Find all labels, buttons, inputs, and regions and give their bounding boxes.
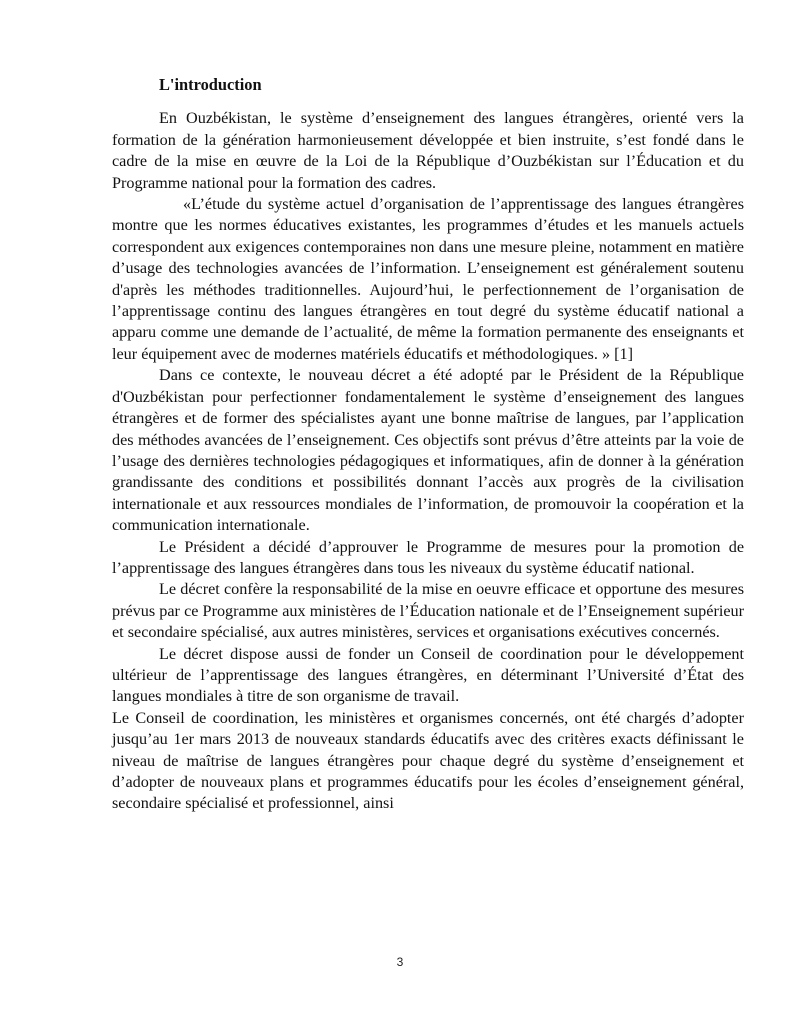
paragraph-3: Dans ce contexte, le nouveau décret a été adopté par le Président de la République d'Ouzbékistan pour perfectionner fondamentalement le système d’enseignement des langues étrangères et de former des spécialistes ayant une bonne maîtrise de langues, par l’application des méthodes avancées de l’enseignement. Ces objectifs sont prévus d’être atteints par la voie de l’usage des dernières technologies pédagogiques et informatiques, afin de donner à la génération grandissante des conditions et possibilités donnant l’accès aux progrès de la civilisation internationale et aux ressources mondiales de l’information, de promouvoir la coopération et la communication internationale. [112,366,744,535]
paragraph-quote: «L’étude du système actuel d’organisation de l’apprentissage des langues étrangères montre que les normes éducatives existantes, les programmes d’études et les manuels actuels correspondent aux exigences contemporaines non dans une mesure pleine, notamment en matière d’usage des technologies avancées de l’information. L’enseignement est généralement soutenu d'après les méthodes traditionnelles. Aujourd’hui, le perfectionnement de l’organisation de l’apprentissage continu des langues étrangères en tout degré du système éducatif national a apparu comme une demande de l’actualité, de même la formation permanente des enseignants et leur équipement avec de modernes matériels éducatifs et méthodologiques. » [1] [112,195,744,363]
paragraph-7: Le Conseil de coordination, les ministères et organismes concernés, ont été chargés d’adopter jusqu’au 1er mars 2013 de nouveaux standards éducatifs avec des critères exacts définissant le niveau de maîtrise de langues étrangères pour chaque degré du système d’enseignement et d’adopter de nouveaux plans et programmes éducatifs pour les écoles d’enseignement général, secondaire spécialisé et professionnel, ainsi [112,708,744,813]
paragraph-5: Le décret confère la responsabilité de la mise en oeuvre efficace et opportune des mesures prévus par ce Programme aux ministères de l’Éducation nationale et de l’Enseignement supérieur et secondaire spécialisé, aux autres ministères, services et organisations exécutives concernés. [112,580,744,642]
paragraph-6: Le décret dispose aussi de fonder un Conseil de coordination pour le développement ultérieur de l’apprentissage des langues étrangères, en déterminant l’Université d’État des langues mondiales à titre de son organisme de travail. [112,644,744,706]
paragraph-1: En Ouzbékistan, le système d’enseignement des langues étrangères, orienté vers la formation de la génération harmonieusement développée et bien instruite, s’est fondé dans le cadre de la mise en œuvre de la Loi de la République d’Ouzbékistan sur l’Éducation et du Programme national pour la formation des cadres. [112,109,744,192]
paragraph-4: Le Président a décidé d’approuver le Programme de mesures pour la promotion de l’apprentissage des langues étrangères dans tous les niveaux du système éducatif national. [112,537,744,577]
page-number: 3 [396,955,404,969]
page-content [112,74,744,815]
section-heading: L'introduction [159,75,262,94]
